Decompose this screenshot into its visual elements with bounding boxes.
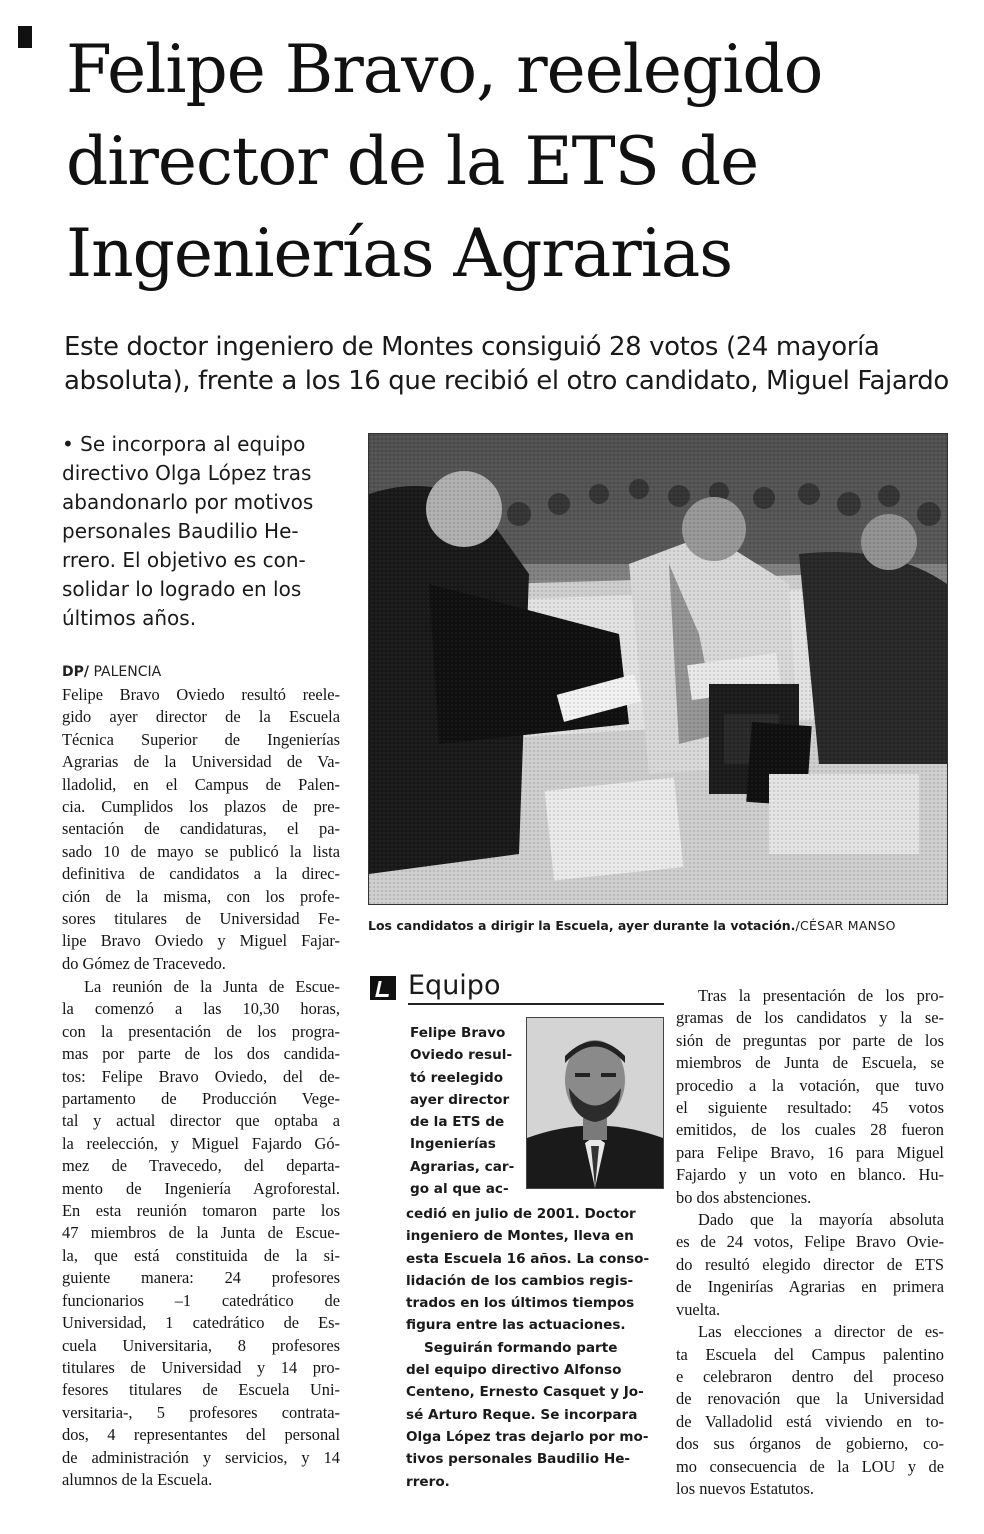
corner-mark-icon bbox=[18, 26, 32, 48]
body-line: para Felipe Bravo, 16 para Miguel bbox=[676, 1142, 944, 1162]
sidebar-line: ayer director bbox=[410, 1091, 510, 1108]
sidebar-divider bbox=[408, 1003, 664, 1005]
body-line: En esta reunión tomaron parte los bbox=[62, 1201, 340, 1221]
body-line: mez de Travecedo, del departa- bbox=[62, 1156, 340, 1176]
summary-line: solidar lo logrado en los bbox=[62, 577, 302, 601]
portrait-photo bbox=[526, 1017, 664, 1189]
body-line: do resultó elegido director de ETS bbox=[676, 1254, 944, 1274]
sidebar-line: tivos personales Baudilio He- bbox=[406, 1451, 631, 1468]
photo-caption bbox=[368, 918, 948, 933]
sidebar-line: Seguirán formando parte bbox=[424, 1339, 618, 1356]
summary-line: abandonarlo por motivos bbox=[62, 490, 314, 514]
sidebar-line: Centeno, Ernesto Casquet y Jo- bbox=[406, 1384, 644, 1401]
sidebar-line: trados en los últimos tiempos bbox=[406, 1295, 635, 1312]
body-column-1 bbox=[62, 684, 340, 975]
sidebar-line: Olga López tras dejarlo por mo- bbox=[406, 1428, 649, 1445]
summary-line: • Se incorpora al equipo bbox=[62, 432, 306, 456]
body-line: con la presentación de los progra- bbox=[62, 1021, 340, 1041]
body-line: mas por parte de los dos candida- bbox=[62, 1044, 340, 1064]
sidebar-text-narrow bbox=[410, 1022, 522, 1200]
body-line: La reunión de la Junta de Escue- bbox=[84, 977, 340, 996]
subhead-line: Este doctor ingeniero de Montes consiguió 28 votos (24 mayoría bbox=[64, 332, 880, 362]
sidebar-line: rrero. bbox=[406, 1473, 450, 1490]
summary-block bbox=[62, 430, 352, 633]
sidebar-title: Equipo bbox=[408, 970, 501, 1001]
headline-line: director de la ETS de bbox=[66, 123, 759, 200]
body-line: Tras la presentación de los pro- bbox=[698, 986, 944, 1005]
sidebar-text-wide bbox=[406, 1203, 668, 1493]
body-line: funcionarios –1 catedrático de bbox=[62, 1290, 340, 1310]
body-line: los nuevos Estatutos. bbox=[676, 1478, 814, 1498]
sidebar-line: de la ETS de bbox=[410, 1114, 505, 1131]
body-line: definitiva de candidatos a la direc- bbox=[62, 864, 340, 884]
body-line: es de 24 votos, Felipe Bravo Ovie- bbox=[676, 1232, 944, 1252]
body-line: de Valladolid está viviendo en to- bbox=[676, 1411, 944, 1431]
headline-line: Felipe Bravo, reelegido bbox=[66, 31, 823, 108]
body-line: ción de la misma, con los profe- bbox=[62, 886, 340, 906]
body-line: sado 10 de mayo se publicó la lista bbox=[62, 841, 340, 861]
body-line: cuela Universitaria, 8 profesores bbox=[62, 1335, 340, 1355]
body-column-3 bbox=[676, 985, 944, 1500]
body-line: lladolid, en el Campus de Palen- bbox=[62, 774, 340, 794]
body-line: gramas de los candidatos y la se- bbox=[676, 1008, 944, 1028]
sidebar-line: go al que ac- bbox=[410, 1181, 509, 1198]
summary-line: rrero. El objetivo es con- bbox=[62, 548, 306, 572]
body-line: tal y actual director que optaba a bbox=[62, 1111, 340, 1131]
box-label-icon bbox=[370, 976, 396, 1000]
body-line: 47 miembros de la Junta de Escue- bbox=[62, 1223, 340, 1243]
byline bbox=[62, 664, 161, 680]
summary-line: directivo Olga López tras bbox=[62, 461, 312, 485]
body-line: vuelta. bbox=[676, 1299, 721, 1319]
body-line: sentación de candidaturas, el pa- bbox=[62, 819, 340, 839]
body-line: de Ingenirías Agrarias en primera bbox=[676, 1277, 944, 1297]
headline-line: Ingenierías Agrarias bbox=[66, 215, 733, 292]
news-photo bbox=[368, 433, 948, 905]
summary-line: últimos años. bbox=[62, 606, 197, 630]
sidebar-line: Felipe Bravo bbox=[410, 1025, 506, 1041]
sidebar-line: Ingenierías bbox=[410, 1136, 496, 1153]
body-line: sión de preguntas por parte de los bbox=[676, 1030, 944, 1050]
body-line: tos: Felipe Bravo Oviedo, del de- bbox=[62, 1066, 340, 1086]
sidebar-line: figura entre las actuaciones. bbox=[406, 1317, 626, 1334]
body-line: procedio a la votación, que tuvo bbox=[676, 1075, 944, 1095]
sidebar-line: cedió en julio de 2001. Doctor bbox=[406, 1206, 636, 1222]
subheadline bbox=[64, 330, 964, 398]
caption-text: Los candidatos a dirigir la Escuela, ayer durante la votación. bbox=[368, 918, 796, 933]
body-line: Las elecciones a director de es- bbox=[698, 1322, 944, 1342]
body-line: cia. Cumplidos los plazos de pre- bbox=[62, 797, 340, 817]
body-line: de administración y servicios, y 14 bbox=[62, 1447, 340, 1467]
body-line: emitidos, de los cuales 28 fueron bbox=[676, 1120, 944, 1140]
sidebar-line: tó reelegido bbox=[410, 1069, 504, 1086]
body-line: la reelección, y Miguel Fajardo Gó- bbox=[62, 1133, 340, 1153]
body-line: ta Escuela del Campus palentino bbox=[676, 1344, 944, 1364]
sidebar-line: Oviedo resul- bbox=[410, 1047, 513, 1064]
body-line: Técnica Superior de Ingenierías bbox=[62, 729, 340, 749]
body-line: Dado que la mayoría absoluta bbox=[698, 1210, 944, 1230]
body-line: mo consecuencia de la LOU y de bbox=[676, 1456, 944, 1476]
photo-credit: /CÉSAR MANSO bbox=[795, 918, 896, 933]
photo-image bbox=[369, 434, 947, 904]
body-line: Universidad, 1 catedrático de Es- bbox=[62, 1313, 340, 1333]
byline-place: PALENCIA bbox=[93, 664, 162, 680]
sidebar-line: Agrarias, car- bbox=[410, 1158, 515, 1175]
body-line: titulares de Universidad y 14 pro- bbox=[62, 1357, 340, 1377]
summary-line: personales Baudilio He- bbox=[62, 519, 299, 543]
sidebar-line: esta Escuela 16 años. La conso- bbox=[406, 1250, 650, 1267]
portrait-image bbox=[527, 1018, 663, 1188]
body-column-1-continued bbox=[62, 976, 340, 1491]
body-line: alumnos de la Escuela. bbox=[62, 1469, 213, 1489]
body-line: de renovación que la Universidad bbox=[676, 1389, 944, 1409]
body-line: la comenzó a las 10,30 horas, bbox=[62, 999, 340, 1019]
byline-agency: DP/ bbox=[62, 664, 89, 680]
body-line: versitaria-, 5 profesores contrata- bbox=[62, 1402, 340, 1422]
headline bbox=[66, 24, 966, 300]
body-line: partamento de Producción Vege- bbox=[62, 1089, 340, 1109]
body-line: el siguiente resultado: 45 votos bbox=[676, 1098, 944, 1118]
sidebar-line: del equipo directivo Alfonso bbox=[406, 1362, 622, 1379]
body-line: gido ayer director de la Escuela bbox=[62, 707, 340, 727]
sidebar-line: sé Arturo Reque. Se incorpara bbox=[406, 1406, 638, 1423]
body-line: Felipe Bravo Oviedo resultó reele- bbox=[62, 685, 340, 704]
body-line: lipe Bravo Oviedo y Miguel Fajar- bbox=[62, 931, 340, 951]
body-line: Fajardo y un voto en blanco. Hu- bbox=[676, 1165, 944, 1185]
body-line: la, que está constituida de la si- bbox=[62, 1245, 340, 1265]
body-line: dos, 4 representantes del personal bbox=[62, 1425, 340, 1445]
subhead-line: absoluta), frente a los 16 que recibió el otro candidato, Miguel Fajardo bbox=[64, 366, 949, 396]
body-line: Agrarias de la Universidad de Va- bbox=[62, 752, 340, 772]
body-line: fesores titulares de Escuela Uni- bbox=[62, 1380, 340, 1400]
sidebar-line: lidación de los cambios regis- bbox=[406, 1272, 634, 1289]
body-line: do Gómez de Tracevedo. bbox=[62, 953, 226, 973]
body-line: mento de Ingeniería Agroforestal. bbox=[62, 1178, 340, 1198]
sidebar-line: ingeniero de Montes, lleva en bbox=[406, 1228, 634, 1245]
body-line: miembros de Junta de Escuela, se bbox=[676, 1053, 944, 1073]
body-line: dos sus órganos de gobierno, co- bbox=[676, 1434, 944, 1454]
body-line: sores titulares de Universidad Fe- bbox=[62, 909, 340, 929]
body-line: e celebraron dentro del proceso bbox=[676, 1366, 944, 1386]
body-line: guiente manera: 24 profesores bbox=[62, 1268, 340, 1288]
body-line: bo dos abstenciones. bbox=[676, 1187, 812, 1207]
